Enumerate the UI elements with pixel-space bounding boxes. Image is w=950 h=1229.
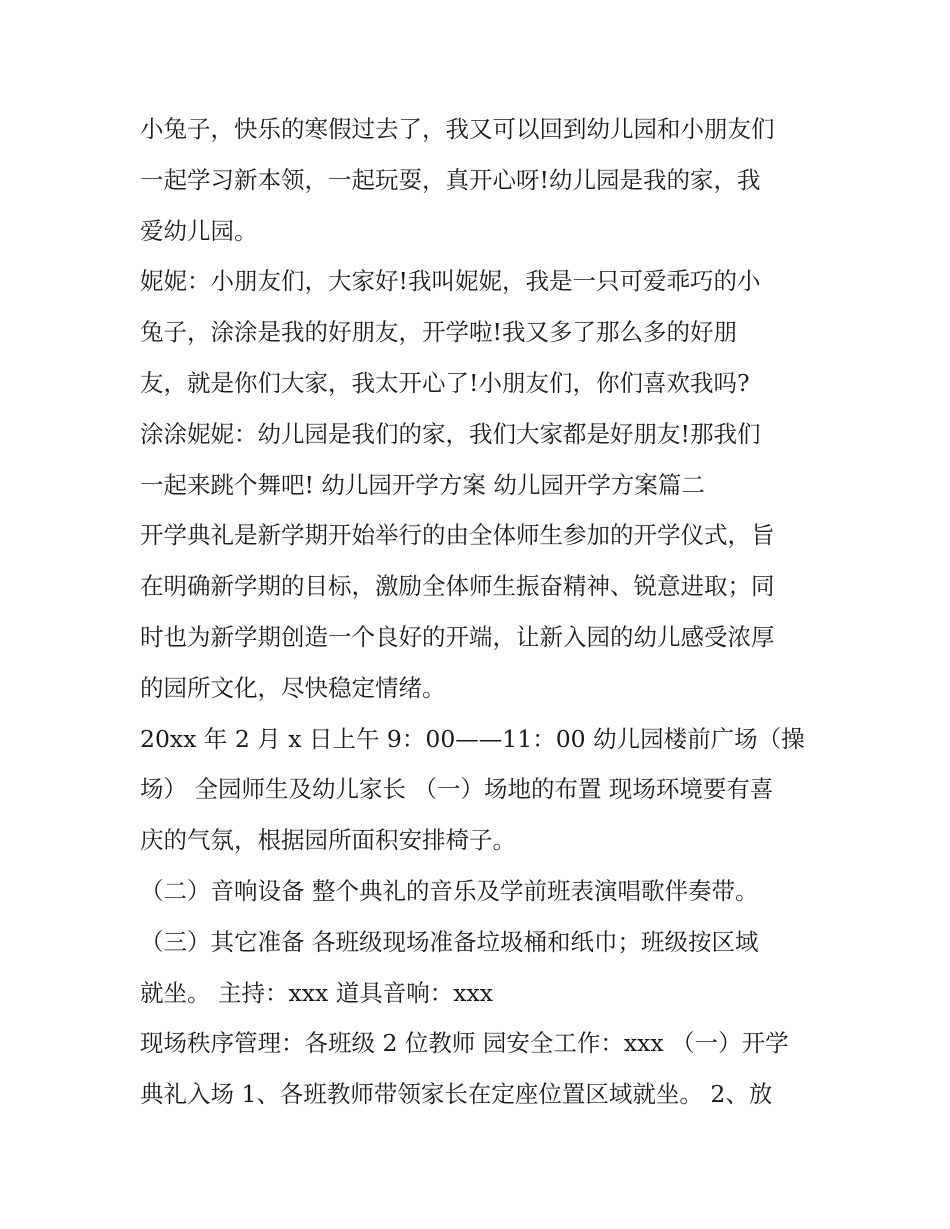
text-line: （三）其它准备 各班级现场准备垃圾桶和纸巾；班级按区域 (140, 927, 759, 956)
paragraph-6 (140, 866, 820, 917)
text-line: 涂涂妮妮：幼儿园是我们的家，我们大家都是好朋友!那我们 (140, 419, 761, 448)
paragraph-8 (140, 1018, 820, 1120)
text-line: 一起学习新本领，一起玩耍，真开心呀!幼儿园是我的家，我 (140, 165, 761, 194)
text-line: 开学典礼是新学期开始举行的由全体师生参加的开学仪式，旨 (140, 521, 775, 550)
text-line: 友，就是你们大家，我太开心了!小朋友们，你们喜欢我吗? (140, 368, 750, 397)
paragraph-1 (140, 104, 820, 256)
text-line: （二）音响设备 整个典礼的音乐及学前班表演唱歌伴奏带。 (140, 876, 759, 905)
document-body (140, 104, 820, 1120)
text-line: 在明确新学期的目标，激励全体师生振奋精神、锐意进取；同 (140, 572, 775, 601)
text-line: 爱幼儿园。 (140, 216, 258, 245)
text-line: 现场秩序管理：各班级 2 位教师 园安全工作：xxx （一）开学 (140, 1029, 789, 1058)
text-line: 一起来跳个舞吧! 幼儿园开学方案 幼儿园开学方案篇二 (140, 470, 705, 499)
text-line: 就坐。 主持：xxx 道具音响：xxx (140, 978, 493, 1007)
paragraph-5 (140, 714, 820, 866)
text-line: 小兔子，快乐的寒假过去了，我又可以回到幼儿园和小朋友们 (140, 115, 775, 143)
text-line: 场） 全园师生及幼儿家长 （一）场地的布置 现场环境要有喜 (140, 775, 774, 804)
text-line: 20xx 年 2 月 x 日上午 9：00——11：00 幼儿园楼前广场（操 (140, 724, 805, 753)
paragraph-2 (140, 256, 820, 408)
text-line: 时也为新学期创造一个良好的开端，让新入园的幼儿感受浓厚 (140, 622, 775, 651)
text-line: 妮妮：小朋友们，大家好!我叫妮妮，我是一只可爱乖巧的小 (140, 267, 761, 296)
text-line: 典礼入场 1、各班教师带领家长在定座位置区域就坐。 2、放 (140, 1080, 773, 1109)
text-line: 的园所文化，尽快稳定情绪。 (140, 673, 446, 702)
paragraph-4 (140, 510, 820, 713)
paragraph-7 (140, 917, 820, 1019)
paragraph-3 (140, 409, 820, 511)
text-line: 庆的气氛，根据园所面积安排椅子。 (140, 826, 516, 855)
text-line: 兔子，涂涂是我的好朋友，开学啦!我又多了那么多的好朋 (140, 318, 737, 347)
